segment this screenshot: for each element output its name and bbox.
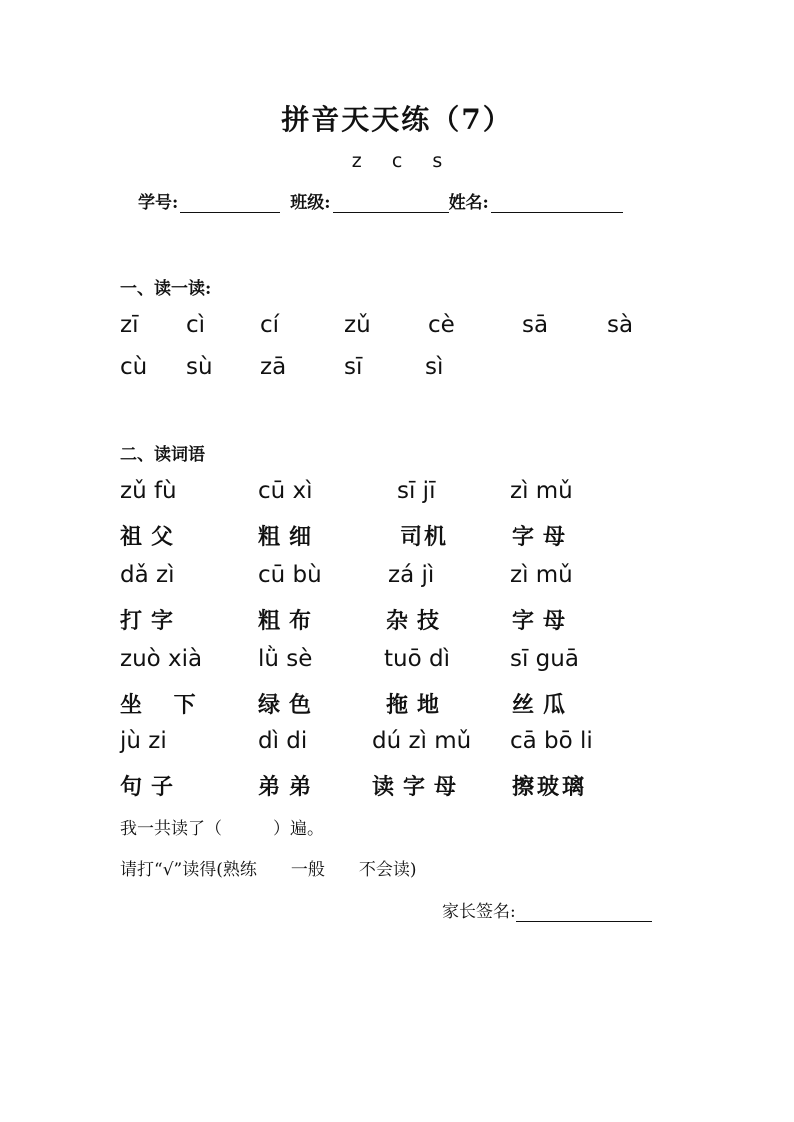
- word-hanzi: 粗细: [258, 524, 321, 550]
- name-label: 姓名:: [448, 193, 489, 213]
- word-hanzi: 字母: [512, 608, 575, 634]
- word-pinyin: sī jī: [397, 478, 436, 504]
- word-pinyin: zá jì: [388, 562, 435, 588]
- student-id-label: 学号:: [138, 193, 179, 213]
- word-hanzi: 打字: [120, 608, 183, 634]
- syllable-ci4: cì: [186, 312, 206, 338]
- word-hanzi: 句子: [120, 774, 183, 800]
- class-label: 班级:: [290, 193, 331, 213]
- syllable-zu3: zǔ: [344, 312, 371, 338]
- name-field[interactable]: [491, 196, 623, 213]
- syllable-cu4: cù: [120, 354, 148, 380]
- class-field[interactable]: [333, 196, 449, 213]
- word-pinyin: dǎ zì: [120, 562, 175, 588]
- word-pinyin: dú zì mǔ: [372, 728, 472, 754]
- rating-line: 请打“√”读得(熟练 一般 不会读): [120, 860, 417, 880]
- word-hanzi: 粗布: [258, 608, 321, 634]
- word-hanzi: 杂技: [386, 608, 449, 634]
- word-hanzi: 字母: [512, 524, 575, 550]
- section1-heading: 一、读一读:: [120, 279, 212, 299]
- syllable-su4: sù: [186, 354, 213, 380]
- word-hanzi: 读字母: [372, 774, 466, 800]
- word-hanzi: 丝瓜: [512, 692, 575, 718]
- word-hanzi: 绿色: [258, 692, 321, 718]
- syllable-za1: zā: [260, 354, 287, 380]
- word-pinyin: zuò xià: [120, 646, 203, 672]
- parent-signature-field[interactable]: [516, 905, 652, 922]
- syllable-si1: sī: [344, 354, 363, 380]
- word-hanzi: 弟弟: [258, 774, 321, 800]
- page-title: 拼音天天练（7）: [281, 103, 513, 136]
- syllable-si4: sì: [425, 354, 444, 380]
- syllable-sa4: sà: [607, 312, 634, 338]
- word-pinyin: zì mǔ: [510, 562, 573, 588]
- syllable-zi1: zī: [120, 312, 139, 338]
- letter-c: c: [391, 150, 403, 172]
- word-pinyin: lǜ sè: [258, 646, 313, 672]
- student-id-field[interactable]: [180, 196, 280, 213]
- read-count-line: 我一共读了（ ）遍。: [120, 819, 324, 839]
- word-pinyin: tuō dì: [384, 646, 450, 672]
- syllable-ci2: cí: [260, 312, 280, 338]
- word-pinyin: cū xì: [258, 478, 313, 504]
- syllable-ce4: cè: [428, 312, 455, 338]
- word-pinyin: zì mǔ: [510, 478, 573, 504]
- parent-signature: [442, 897, 652, 922]
- word-hanzi: 擦玻璃: [512, 774, 588, 800]
- word-hanzi: 拖地: [386, 692, 449, 718]
- word-hanzi: 司机: [400, 524, 449, 550]
- student-info-row: [138, 188, 623, 213]
- syllable-sa1: sā: [522, 312, 549, 338]
- word-pinyin: sī guā: [510, 646, 579, 672]
- word-pinyin: cū bù: [258, 562, 322, 588]
- word-pinyin: dì di: [258, 728, 308, 754]
- target-letters: [0, 150, 794, 172]
- word-pinyin: jù zi: [120, 728, 167, 754]
- parent-signature-label: 家长签名:: [442, 902, 516, 922]
- letter-s: s: [432, 150, 443, 172]
- word-hanzi: 坐 下: [120, 692, 208, 718]
- letter-z: z: [351, 150, 362, 172]
- word-pinyin: cā bō li: [510, 728, 593, 754]
- word-pinyin: zǔ fù: [120, 478, 177, 504]
- word-hanzi: 祖父: [120, 524, 183, 550]
- section2-heading: 二、读词语: [120, 445, 205, 465]
